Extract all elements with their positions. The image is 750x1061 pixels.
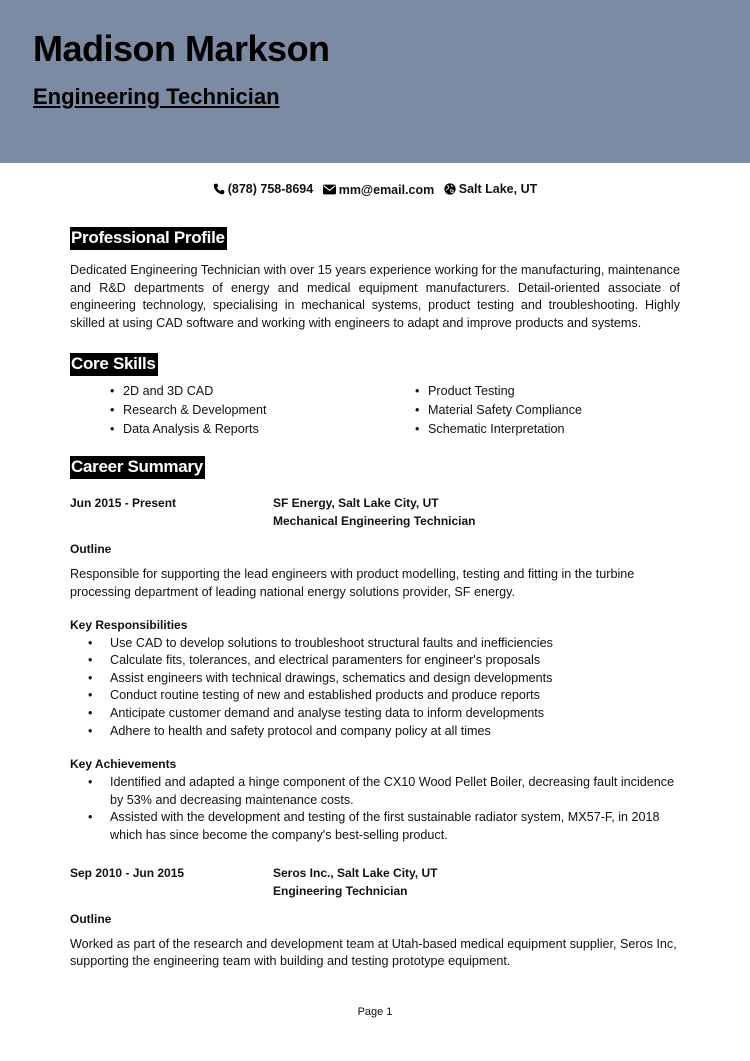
list-item: • Assisted with the development and testing of the first sustainable radiator system, MX57-F, in 2018 which has since become the company's best-selling product. (70, 809, 680, 844)
achievements-label: Key Achievements (70, 757, 177, 772)
job-company: SF Energy, Salt Lake City, UT (273, 496, 439, 511)
skills-column-left (110, 382, 415, 439)
responsibilities-label: Key Responsibilities (70, 617, 188, 632)
skills-heading: Core Skills (70, 353, 158, 376)
skills-column-right (415, 382, 582, 439)
list-item: • Anticipate customer demand and analyse testing data to inform developments (70, 705, 680, 723)
job-company: Seros Inc., Salt Lake City, UT (273, 865, 438, 880)
job-dates: Sep 2010 - Jun 2015 (70, 865, 185, 880)
list-item: • Calculate fits, tolerances, and electrical paramenters for engineer's proposals (70, 652, 680, 670)
skill-item: • Schematic Interpretation (415, 420, 582, 439)
skill-item: • Data Analysis & Reports (110, 420, 415, 439)
header-banner (0, 0, 750, 163)
candidate-name: Madison Markson (33, 28, 330, 69)
career-section (70, 456, 680, 970)
profile-heading: Professional Profile (70, 227, 227, 250)
career-heading: Career Summary (70, 456, 205, 479)
phone-icon (213, 183, 225, 195)
resume-body (70, 227, 680, 971)
list-item: • Identified and adapted a hinge component of the CX10 Wood Pellet Boiler, decreasing fault incidence by 53% and decreasing maintenance costs. (70, 774, 680, 809)
page-number: Page 1 (357, 1006, 393, 1018)
phone-number: (878) 758-8694 (227, 182, 314, 196)
job-outline: Worked as part of the research and development team at Utah-based medical equipment supplier, Seros Inc, supporting the engineering team with building and testing prototype equipment. (70, 936, 677, 969)
skills-section (70, 353, 680, 439)
contact-location (444, 182, 538, 196)
job-header (70, 864, 680, 900)
job-role: Engineering Technician (273, 883, 408, 898)
responsibilities-list (70, 635, 680, 741)
profile-section (70, 227, 680, 332)
outline-label: Outline (70, 911, 112, 926)
location-text: Salt Lake, UT (458, 182, 538, 196)
list-item: • Assist engineers with technical drawings, schematics and design developments (70, 670, 680, 688)
list-item: • Adhere to health and safety protocol and company policy at all times (70, 723, 680, 741)
contact-bar (0, 182, 750, 198)
skill-item: • Product Testing (415, 382, 582, 401)
job-dates: Jun 2015 - Present (70, 496, 177, 511)
candidate-title: Engineering Technician (33, 84, 280, 109)
outline-label: Outline (70, 542, 112, 557)
job-header (70, 494, 680, 530)
list-item: • Conduct routine testing of new and established products and produce reports (70, 687, 680, 705)
contact-phone[interactable] (213, 182, 313, 196)
contact-email[interactable] (323, 183, 435, 197)
job-entry (70, 494, 680, 844)
skills-list (70, 382, 680, 439)
job-outline: Responsible for supporting the lead engineers with product modelling, testing and fitting in the turbine processing department of leading national energy solutions provider, SF energy. (70, 567, 635, 599)
skill-item: • 2D and 3D CAD (110, 382, 415, 401)
globe-icon (444, 183, 456, 195)
achievements-list (70, 774, 680, 844)
job-role: Mechanical Engineering Technician (273, 514, 476, 529)
list-item: • Use CAD to develop solutions to troubleshoot structural faults and inefficiencies (70, 635, 680, 653)
envelope-icon (323, 184, 336, 195)
job-entry (70, 864, 680, 971)
profile-text: Dedicated Engineering Technician with over 15 years experience working for the manufacturing, maintenance and R&D departments of energy and medical equipment manufacturers. Detail-oriented associate of engineering technology, specialising in mechanical systems, product testing and troubleshooting. Highly skilled at using CAD software and working with engineers to adapt and improve products and systems. (70, 263, 680, 330)
email-address: mm@email.com (338, 182, 435, 197)
skill-item: • Material Safety Compliance (415, 401, 582, 420)
skill-item: • Research & Development (110, 401, 415, 420)
